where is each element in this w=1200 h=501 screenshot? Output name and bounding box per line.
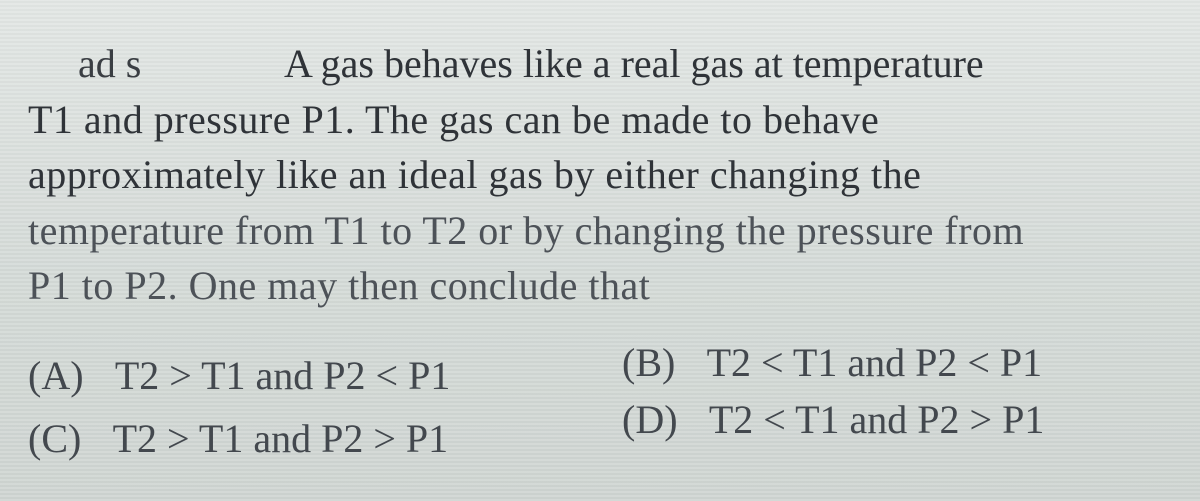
question-intro: A gas behaves like a real gas at temperature	[284, 41, 984, 86]
option-c[interactable]	[28, 417, 448, 461]
question-line-5: P1 to P2. One may then conclude that	[28, 263, 651, 308]
option-c-text: T2 > T1 and P2 > P1	[112, 416, 449, 461]
option-d-text: T2 < T1 and P2 > P1	[708, 397, 1045, 442]
option-a-text: T2 > T1 and P2 < P1	[114, 353, 451, 398]
question-line-2: T1 and pressure P1. The gas can be made to behave	[28, 97, 880, 142]
option-d[interactable]	[622, 398, 1044, 442]
question-line-3: approximately like an ideal gas by either changing the	[28, 152, 922, 197]
option-a[interactable]	[28, 354, 450, 398]
option-d-label: (D)	[622, 397, 678, 442]
option-c-label: (C)	[28, 416, 82, 461]
option-a-label: (A)	[28, 353, 84, 398]
question-line-4: temperature from T1 to T2 or by changing the pressure from	[28, 208, 1025, 253]
option-b-text: T2 < T1 and P2 < P1	[706, 340, 1043, 385]
option-b[interactable]	[622, 341, 1042, 385]
question-tag: ad s	[78, 41, 142, 86]
option-b-label: (B)	[622, 340, 676, 385]
